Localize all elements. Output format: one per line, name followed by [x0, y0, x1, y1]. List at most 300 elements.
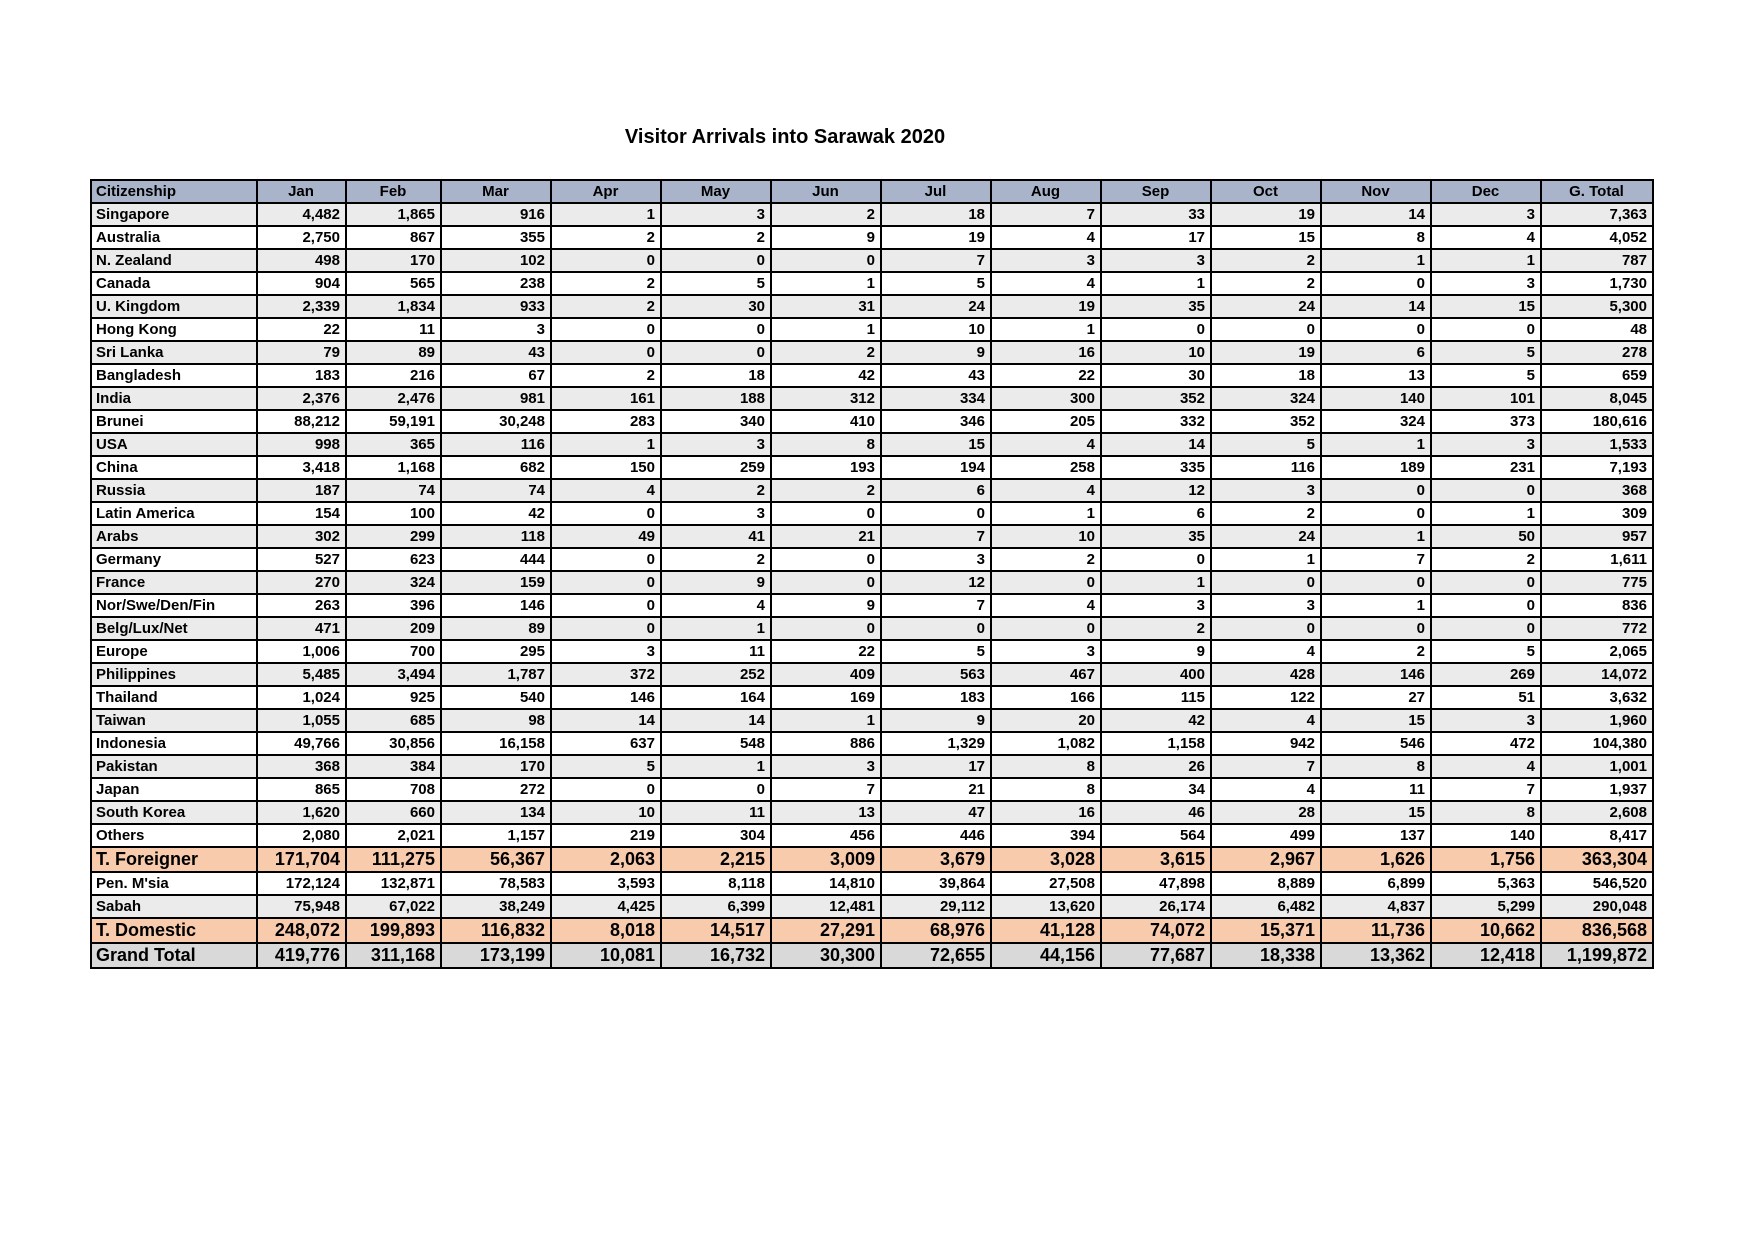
value-cell: 72,655	[881, 943, 991, 968]
value-cell: 5	[1211, 433, 1321, 456]
value-cell: 1,158	[1101, 732, 1211, 755]
value-cell: 22	[257, 318, 346, 341]
value-cell: 5	[1431, 341, 1541, 364]
value-cell: 1	[991, 318, 1101, 341]
value-cell: 6,399	[661, 895, 771, 918]
value-cell: 2	[661, 226, 771, 249]
value-cell: 1,006	[257, 640, 346, 663]
table-row	[91, 525, 1653, 548]
value-cell: 0	[1321, 479, 1431, 502]
value-cell: 263	[257, 594, 346, 617]
value-cell: 75,948	[257, 895, 346, 918]
value-cell: 89	[441, 617, 551, 640]
value-cell: 205	[991, 410, 1101, 433]
value-cell: 33	[1101, 203, 1211, 226]
value-cell: 0	[1321, 571, 1431, 594]
value-cell: 1	[771, 318, 881, 341]
value-cell: 2,476	[346, 387, 441, 410]
value-cell: 467	[991, 663, 1101, 686]
value-cell: 13	[771, 801, 881, 824]
value-cell: 2	[1211, 272, 1321, 295]
row-label: Russia	[91, 479, 257, 502]
value-cell: 660	[346, 801, 441, 824]
value-cell: 42	[771, 364, 881, 387]
value-cell: 12,418	[1431, 943, 1541, 968]
value-cell: 0	[661, 318, 771, 341]
value-cell: 0	[1431, 617, 1541, 640]
value-cell: 311,168	[346, 943, 441, 968]
value-cell: 199,893	[346, 918, 441, 943]
value-cell: 2	[551, 295, 661, 318]
value-cell: 10	[881, 318, 991, 341]
value-cell: 35	[1101, 525, 1211, 548]
value-cell: 4	[1211, 640, 1321, 663]
value-cell: 2,967	[1211, 847, 1321, 872]
table-row	[91, 847, 1653, 872]
table-row	[91, 686, 1653, 709]
value-cell: 942	[1211, 732, 1321, 755]
value-cell: 7,193	[1541, 456, 1653, 479]
value-cell: 363,304	[1541, 847, 1653, 872]
value-cell: 352	[1211, 410, 1321, 433]
value-cell: 2	[551, 364, 661, 387]
value-cell: 98	[441, 709, 551, 732]
value-cell: 116,832	[441, 918, 551, 943]
value-cell: 16,732	[661, 943, 771, 968]
value-cell: 34	[1101, 778, 1211, 801]
table-row	[91, 943, 1653, 968]
value-cell: 933	[441, 295, 551, 318]
value-cell: 1,620	[257, 801, 346, 824]
value-cell: 4	[1211, 709, 1321, 732]
value-cell: 1,865	[346, 203, 441, 226]
value-cell: 346	[881, 410, 991, 433]
value-cell: 2	[1321, 640, 1431, 663]
value-cell: 18	[881, 203, 991, 226]
value-cell: 0	[771, 249, 881, 272]
row-label: India	[91, 387, 257, 410]
row-label: USA	[91, 433, 257, 456]
value-cell: 1,626	[1321, 847, 1431, 872]
value-cell: 4	[1431, 226, 1541, 249]
value-cell: 39,864	[881, 872, 991, 895]
value-cell: 2	[1101, 617, 1211, 640]
value-cell: 41	[661, 525, 771, 548]
value-cell: 0	[1321, 318, 1431, 341]
value-cell: 188	[661, 387, 771, 410]
value-cell: 49	[551, 525, 661, 548]
value-cell: 8	[1321, 755, 1431, 778]
value-cell: 472	[1431, 732, 1541, 755]
table-row	[91, 548, 1653, 571]
value-cell: 2	[1211, 502, 1321, 525]
value-cell: 2,063	[551, 847, 661, 872]
value-cell: 1,937	[1541, 778, 1653, 801]
value-cell: 904	[257, 272, 346, 295]
value-cell: 22	[991, 364, 1101, 387]
row-label: Singapore	[91, 203, 257, 226]
value-cell: 180,616	[1541, 410, 1653, 433]
value-cell: 14	[1321, 203, 1431, 226]
value-cell: 700	[346, 640, 441, 663]
value-cell: 548	[661, 732, 771, 755]
value-cell: 10	[1101, 341, 1211, 364]
value-cell: 867	[346, 226, 441, 249]
value-cell: 998	[257, 433, 346, 456]
table-row	[91, 872, 1653, 895]
value-cell: 682	[441, 456, 551, 479]
table-row	[91, 364, 1653, 387]
value-cell: 258	[991, 456, 1101, 479]
row-label: Taiwan	[91, 709, 257, 732]
value-cell: 74	[346, 479, 441, 502]
value-cell: 1	[771, 709, 881, 732]
value-cell: 3	[661, 203, 771, 226]
value-cell: 4	[991, 272, 1101, 295]
value-cell: 15	[1321, 709, 1431, 732]
value-cell: 0	[1211, 571, 1321, 594]
value-cell: 18	[1211, 364, 1321, 387]
header-citizenship: Citizenship	[91, 180, 257, 203]
value-cell: 334	[881, 387, 991, 410]
value-cell: 1	[551, 203, 661, 226]
value-cell: 3,418	[257, 456, 346, 479]
value-cell: 8	[1321, 226, 1431, 249]
value-cell: 957	[1541, 525, 1653, 548]
value-cell: 775	[1541, 571, 1653, 594]
value-cell: 8,417	[1541, 824, 1653, 847]
row-label: Canada	[91, 272, 257, 295]
value-cell: 21	[771, 525, 881, 548]
row-label: Arabs	[91, 525, 257, 548]
value-cell: 1,157	[441, 824, 551, 847]
value-cell: 170	[441, 755, 551, 778]
value-cell: 324	[1211, 387, 1321, 410]
value-cell: 563	[881, 663, 991, 686]
value-cell: 5	[1431, 364, 1541, 387]
value-cell: 8,889	[1211, 872, 1321, 895]
value-cell: 332	[1101, 410, 1211, 433]
row-label: Belg/Lux/Net	[91, 617, 257, 640]
value-cell: 0	[1211, 617, 1321, 640]
value-cell: 47,898	[1101, 872, 1211, 895]
row-label: Indonesia	[91, 732, 257, 755]
value-cell: 30	[1101, 364, 1211, 387]
value-cell: 0	[1101, 548, 1211, 571]
value-cell: 2,608	[1541, 801, 1653, 824]
value-cell: 0	[1431, 594, 1541, 617]
value-cell: 340	[661, 410, 771, 433]
value-cell: 252	[661, 663, 771, 686]
value-cell: 140	[1431, 824, 1541, 847]
table-row	[91, 732, 1653, 755]
value-cell: 4	[991, 433, 1101, 456]
value-cell: 772	[1541, 617, 1653, 640]
table-row	[91, 479, 1653, 502]
value-cell: 13	[1321, 364, 1431, 387]
value-cell: 19	[1211, 203, 1321, 226]
value-cell: 527	[257, 548, 346, 571]
value-cell: 77,687	[1101, 943, 1211, 968]
value-cell: 865	[257, 778, 346, 801]
row-label: N. Zealand	[91, 249, 257, 272]
value-cell: 42	[1101, 709, 1211, 732]
value-cell: 9	[881, 709, 991, 732]
table-row	[91, 640, 1653, 663]
value-cell: 272	[441, 778, 551, 801]
value-cell: 43	[441, 341, 551, 364]
value-cell: 2	[551, 226, 661, 249]
value-cell: 11,736	[1321, 918, 1431, 943]
value-cell: 3,593	[551, 872, 661, 895]
value-cell: 304	[661, 824, 771, 847]
value-cell: 290,048	[1541, 895, 1653, 918]
value-cell: 1	[661, 617, 771, 640]
value-cell: 3	[991, 249, 1101, 272]
value-cell: 564	[1101, 824, 1211, 847]
value-cell: 183	[257, 364, 346, 387]
header-mar: Mar	[441, 180, 551, 203]
row-label: Brunei	[91, 410, 257, 433]
value-cell: 4,052	[1541, 226, 1653, 249]
value-cell: 3,679	[881, 847, 991, 872]
value-cell: 3,494	[346, 663, 441, 686]
value-cell: 3	[1211, 479, 1321, 502]
value-cell: 4,425	[551, 895, 661, 918]
value-cell: 299	[346, 525, 441, 548]
value-cell: 7	[881, 249, 991, 272]
table-row	[91, 755, 1653, 778]
value-cell: 3	[551, 640, 661, 663]
value-cell: 3	[771, 755, 881, 778]
value-cell: 3	[661, 502, 771, 525]
value-cell: 51	[1431, 686, 1541, 709]
value-cell: 3,615	[1101, 847, 1211, 872]
value-cell: 0	[1431, 318, 1541, 341]
value-cell: 365	[346, 433, 441, 456]
value-cell: 8	[991, 755, 1101, 778]
value-cell: 270	[257, 571, 346, 594]
value-cell: 8,118	[661, 872, 771, 895]
value-cell: 1	[551, 433, 661, 456]
value-cell: 5	[881, 640, 991, 663]
value-cell: 1,001	[1541, 755, 1653, 778]
table-body	[91, 203, 1653, 968]
value-cell: 46	[1101, 801, 1211, 824]
value-cell: 300	[991, 387, 1101, 410]
table-row	[91, 663, 1653, 686]
value-cell: 67,022	[346, 895, 441, 918]
value-cell: 3	[1431, 203, 1541, 226]
table-row	[91, 295, 1653, 318]
value-cell: 396	[346, 594, 441, 617]
value-cell: 1,329	[881, 732, 991, 755]
value-cell: 373	[1431, 410, 1541, 433]
row-label: T. Domestic	[91, 918, 257, 943]
page-title: Visitor Arrivals into Sarawak 2020	[624, 126, 946, 148]
value-cell: 2,376	[257, 387, 346, 410]
value-cell: 159	[441, 571, 551, 594]
value-cell: 0	[1321, 272, 1431, 295]
value-cell: 0	[661, 341, 771, 364]
table-row	[91, 801, 1653, 824]
value-cell: 102	[441, 249, 551, 272]
value-cell: 3	[881, 548, 991, 571]
value-cell: 355	[441, 226, 551, 249]
table-row	[91, 226, 1653, 249]
value-cell: 1	[661, 755, 771, 778]
value-cell: 13,620	[991, 895, 1101, 918]
value-cell: 1,082	[991, 732, 1101, 755]
value-cell: 1,756	[1431, 847, 1541, 872]
value-cell: 0	[551, 778, 661, 801]
value-cell: 171,704	[257, 847, 346, 872]
value-cell: 637	[551, 732, 661, 755]
value-cell: 18,338	[1211, 943, 1321, 968]
value-cell: 0	[551, 548, 661, 571]
value-cell: 18	[661, 364, 771, 387]
value-cell: 14,517	[661, 918, 771, 943]
value-cell: 169	[771, 686, 881, 709]
value-cell: 38,249	[441, 895, 551, 918]
table-row	[91, 249, 1653, 272]
value-cell: 623	[346, 548, 441, 571]
value-cell: 146	[441, 594, 551, 617]
value-cell: 6,482	[1211, 895, 1321, 918]
row-label: Sri Lanka	[91, 341, 257, 364]
value-cell: 3	[1211, 594, 1321, 617]
value-cell: 428	[1211, 663, 1321, 686]
table-row	[91, 203, 1653, 226]
value-cell: 170	[346, 249, 441, 272]
value-cell: 2,750	[257, 226, 346, 249]
value-cell: 172,124	[257, 872, 346, 895]
value-cell: 471	[257, 617, 346, 640]
value-cell: 0	[771, 502, 881, 525]
value-cell: 116	[1211, 456, 1321, 479]
value-cell: 11	[661, 801, 771, 824]
value-cell: 79	[257, 341, 346, 364]
value-cell: 925	[346, 686, 441, 709]
value-cell: 3	[661, 433, 771, 456]
value-cell: 100	[346, 502, 441, 525]
value-cell: 410	[771, 410, 881, 433]
row-label: Sabah	[91, 895, 257, 918]
table-row	[91, 895, 1653, 918]
value-cell: 269	[1431, 663, 1541, 686]
value-cell: 154	[257, 502, 346, 525]
value-cell: 15	[1431, 295, 1541, 318]
value-cell: 3	[991, 640, 1101, 663]
value-cell: 4	[1431, 755, 1541, 778]
row-label: Thailand	[91, 686, 257, 709]
value-cell: 2,339	[257, 295, 346, 318]
value-cell: 1,730	[1541, 272, 1653, 295]
value-cell: 9	[1101, 640, 1211, 663]
value-cell: 6	[881, 479, 991, 502]
value-cell: 3	[1101, 249, 1211, 272]
value-cell: 409	[771, 663, 881, 686]
value-cell: 708	[346, 778, 441, 801]
value-cell: 1	[1211, 548, 1321, 571]
value-cell: 5	[1431, 640, 1541, 663]
value-cell: 14	[1321, 295, 1431, 318]
value-cell: 5,299	[1431, 895, 1541, 918]
value-cell: 8	[771, 433, 881, 456]
value-cell: 444	[441, 548, 551, 571]
value-cell: 134	[441, 801, 551, 824]
value-cell: 2	[661, 548, 771, 571]
value-cell: 7	[881, 525, 991, 548]
value-cell: 12	[881, 571, 991, 594]
table-row	[91, 571, 1653, 594]
value-cell: 88,212	[257, 410, 346, 433]
value-cell: 0	[991, 571, 1101, 594]
row-label: Grand Total	[91, 943, 257, 968]
value-cell: 2	[771, 203, 881, 226]
header-g-total: G. Total	[1541, 180, 1653, 203]
value-cell: 1,787	[441, 663, 551, 686]
value-cell: 10,081	[551, 943, 661, 968]
value-cell: 10	[991, 525, 1101, 548]
row-label: Europe	[91, 640, 257, 663]
value-cell: 164	[661, 686, 771, 709]
value-cell: 1	[771, 272, 881, 295]
value-cell: 20	[991, 709, 1101, 732]
value-cell: 1	[1431, 502, 1541, 525]
value-cell: 9	[771, 594, 881, 617]
value-cell: 312	[771, 387, 881, 410]
value-cell: 6	[1101, 502, 1211, 525]
value-cell: 3	[1431, 709, 1541, 732]
row-label: France	[91, 571, 257, 594]
value-cell: 368	[257, 755, 346, 778]
visitor-arrivals-table	[90, 179, 1654, 969]
value-cell: 56,367	[441, 847, 551, 872]
value-cell: 31	[771, 295, 881, 318]
value-cell: 3,009	[771, 847, 881, 872]
value-cell: 74	[441, 479, 551, 502]
value-cell: 2,080	[257, 824, 346, 847]
value-cell: 302	[257, 525, 346, 548]
value-cell: 89	[346, 341, 441, 364]
value-cell: 209	[346, 617, 441, 640]
value-cell: 8,018	[551, 918, 661, 943]
table-row	[91, 709, 1653, 732]
value-cell: 3,632	[1541, 686, 1653, 709]
value-cell: 4	[991, 226, 1101, 249]
value-cell: 0	[1321, 617, 1431, 640]
value-cell: 50	[1431, 525, 1541, 548]
value-cell: 9	[881, 341, 991, 364]
value-cell: 43	[881, 364, 991, 387]
value-cell: 5	[881, 272, 991, 295]
value-cell: 14,810	[771, 872, 881, 895]
value-cell: 0	[771, 548, 881, 571]
value-cell: 0	[551, 502, 661, 525]
value-cell: 12	[1101, 479, 1211, 502]
value-cell: 0	[551, 318, 661, 341]
value-cell: 101	[1431, 387, 1541, 410]
value-cell: 30,300	[771, 943, 881, 968]
row-label: China	[91, 456, 257, 479]
value-cell: 1	[1321, 433, 1431, 456]
value-cell: 836	[1541, 594, 1653, 617]
value-cell: 1,199,872	[1541, 943, 1653, 968]
value-cell: 19	[881, 226, 991, 249]
value-cell: 116	[441, 433, 551, 456]
value-cell: 189	[1321, 456, 1431, 479]
